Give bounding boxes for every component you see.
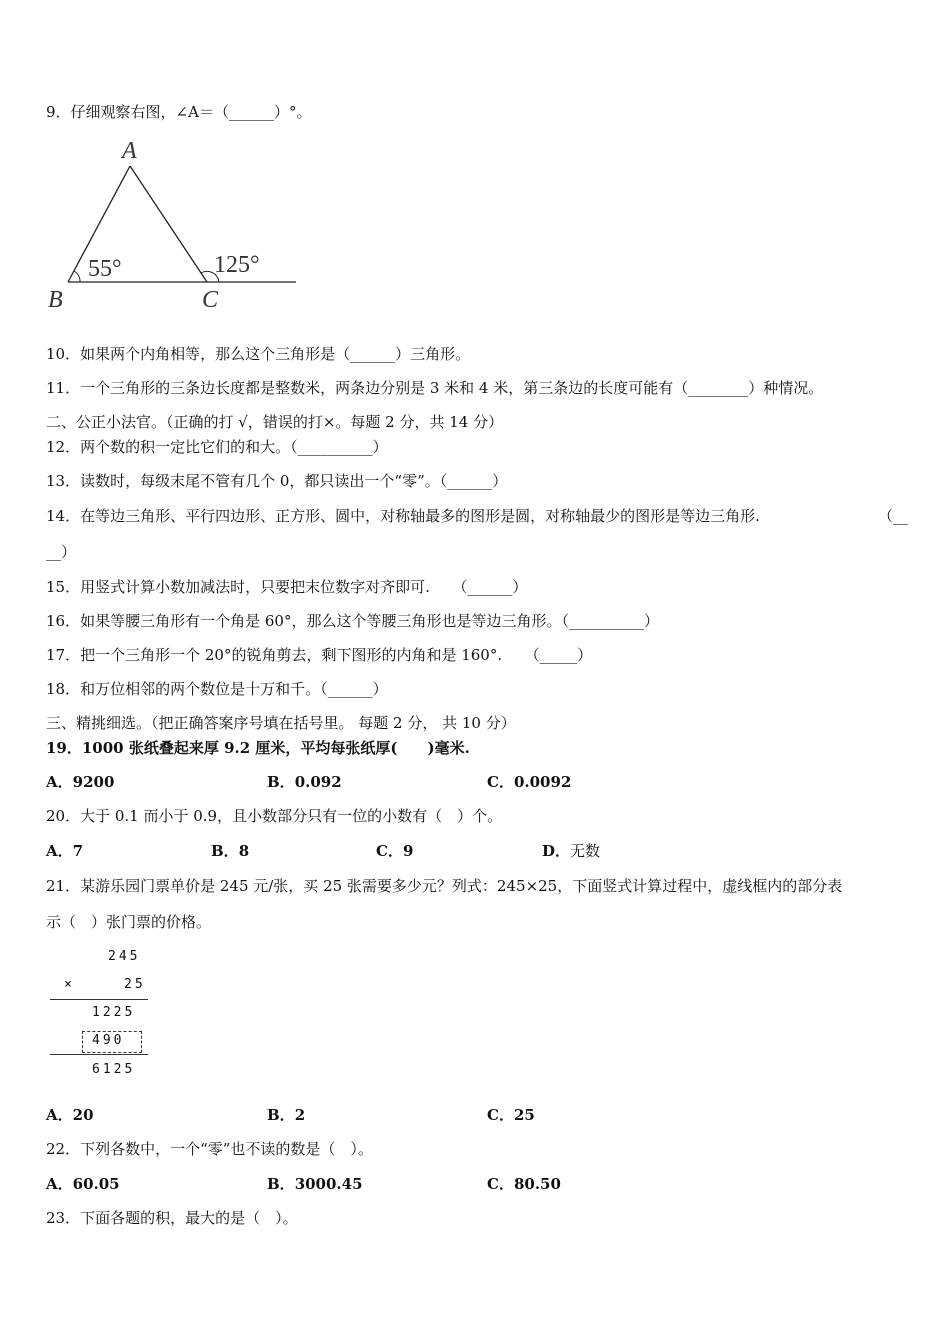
question-18: 18．和万位相邻的两个数位是十万和千。（______）	[46, 680, 388, 698]
question-12: 12．两个数的积一定比它们的和大。（__________）	[46, 438, 388, 456]
q22-option-b: B．3000.45	[267, 1175, 363, 1193]
section-2-heading: 二、公正小法官。（正确的打 √，错误的打×。每题 2 分，共 14 分）	[46, 413, 504, 431]
question-17: 17．把一个三角形一个 20°的锐角剪去，剩下图形的内角和是 160°. （_____）	[46, 646, 593, 664]
q20-option-d: D．无数	[542, 842, 601, 860]
calc-row-partial-1: 1225	[92, 1005, 136, 1020]
angle-b-arc	[74, 271, 80, 282]
calc-divider-1	[50, 999, 148, 1000]
question-14: 14．在等边三角形、平行四边形、正方形、圆中，对称轴最多的图形是圆，对称轴最少的图形是等边三角形.	[46, 507, 760, 525]
question-14-blank-start: （__	[878, 507, 909, 525]
question-15: 15．用竖式计算小数加减法时，只要把末位数字对齐即可. （______）	[46, 578, 528, 596]
q19-option-c: C．0.0092	[487, 773, 572, 791]
question-16: 16．如果等腰三角形有一个角是 60°，那么这个等腰三角形也是等边三角形。（__________）	[46, 612, 659, 630]
q19-option-b: B．0.092	[267, 773, 342, 791]
q21-option-a: A．20	[46, 1106, 94, 1124]
q20-option-a: A．7	[46, 842, 84, 860]
vertical-multiplication	[46, 944, 166, 1089]
question-21-line-2: 示（ ）张门票的价格。	[46, 913, 212, 931]
question-14-blank-end: __）	[46, 543, 77, 561]
question-21-line-1: 21．某游乐园门票单价是 245 元/张，买 25 张需要多少元？列式：245×25，下面竖式计算过程中，虚线框内的部分表	[46, 877, 843, 895]
question-9: 9．仔细观察右图，∠A＝（______）°。	[46, 103, 312, 121]
side-ac	[130, 166, 207, 282]
section-3-heading: 三、精挑细选。（把正确答案序号填在括号里。 每题 2 分， 共 10 分）	[46, 714, 516, 732]
vertex-label-a: A	[122, 138, 137, 164]
triangle-figure	[44, 136, 304, 316]
q21-option-c: C．25	[487, 1106, 535, 1124]
question-11: 11．一个三角形的三条边长度都是整数米，两条边分别是 3 米和 4 米，第三条边的长度可能有（________）种情况。	[46, 379, 824, 397]
calc-row-partial-2: 490	[92, 1033, 125, 1048]
angle-b-label: 55°	[88, 256, 122, 282]
vertex-label-c: C	[202, 287, 219, 313]
question-10: 10．如果两个内角相等，那么这个三角形是（______）三角形。	[46, 345, 471, 363]
q20-option-c: C．9	[376, 842, 414, 860]
question-13: 13．读数时，每级末尾不管有几个 0，都只读出一个“零”。（______）	[46, 472, 508, 490]
q22-option-c: C．80.50	[487, 1175, 561, 1193]
question-20: 20．大于 0.1 而小于 0.9，且小数部分只有一位的小数有（ ）个。	[46, 807, 503, 825]
q22-option-a: A．60.05	[46, 1175, 120, 1193]
calc-times-sign: ×	[64, 977, 75, 992]
calc-row-multiplier: 25	[124, 977, 146, 992]
q21-option-b: B．2	[267, 1106, 306, 1124]
q20-option-b: B．8	[211, 842, 250, 860]
question-19: 19．1000 张纸叠起来厚 9.2 厘米，平均每张纸厚( )毫米.	[46, 739, 470, 757]
q19-option-a: A．9200	[46, 773, 115, 791]
calc-divider-2	[50, 1054, 148, 1055]
vertex-label-b: B	[48, 287, 63, 313]
calc-row-product: 6125	[92, 1062, 136, 1077]
calc-row-multiplicand: 245	[108, 949, 141, 964]
question-23: 23．下面各题的积，最大的是（ ）。	[46, 1209, 298, 1227]
question-22: 22．下列各数中，一个“零”也不读的数是（ ）。	[46, 1140, 373, 1158]
angle-c-label: 125°	[214, 252, 260, 278]
